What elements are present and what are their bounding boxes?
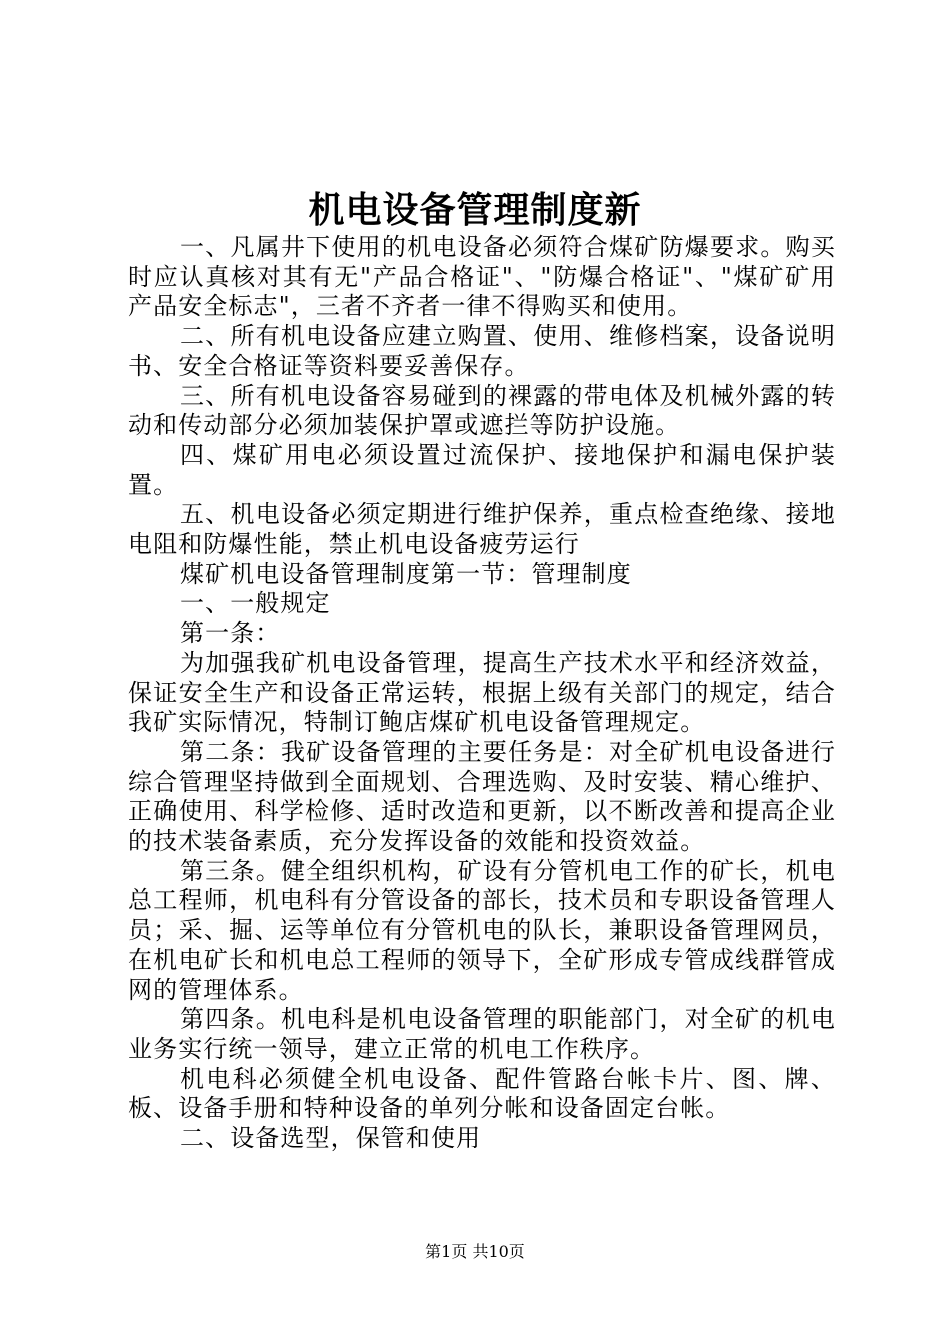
document-title: 机电设备管理制度新 [308, 189, 642, 231]
document-body [128, 233, 836, 1154]
section-heading: 二、设备选型，保管和使用 [180, 1124, 482, 1153]
paragraph: 第二条：我矿设备管理的主要任务是：对全矿机电设备进行综合管理坚持做到全面规划、合理选购、及时安装、精心维护、正确使用、科学检修、适时改造和更新，以不断改善和提高企业的技术装备素质，充分发挥设备的效能和投资效益。 [128, 737, 836, 856]
paragraph: 机电科必须健全机电设备、配件管路台帐卡片、图、牌、板、设备手册和特种设备的单列分帐和设备固定台帐。 [128, 1064, 836, 1123]
paragraph: 二、所有机电设备应建立购置、使用、维修档案，设备说明书、安全合格证等资料要妥善保存。 [128, 322, 836, 380]
paragraph: 三、所有机电设备容易碰到的裸露的带电体及机械外露的转动和传动部分必须加装保护罩或遮拦等防护设施。 [128, 381, 836, 440]
page-footer: 第1页 共10页 [425, 1242, 525, 1261]
article-heading: 第一条： [180, 619, 281, 648]
paragraph: 第三条。健全组织机构，矿设有分管机电工作的矿长，机电总工程师，机电科有分管设备的部长，技术员和专职设备管理人员；采、掘、运等单位有分管机电的队长，兼职设备管理网员，在机电矿长和机电总工程师的领导下，全矿形成专管成线群管成网的管理体系。 [128, 856, 836, 1004]
paragraph: 四、煤矿用电必须设置过流保护、接地保护和漏电保护装置。 [128, 440, 836, 499]
paragraph: 五、机电设备必须定期进行维护保养，重点检查绝缘、接地电阻和防爆性能，禁止机电设备疲劳运行 [128, 500, 836, 559]
paragraph: 为加强我矿机电设备管理，提高生产技术水平和经济效益，保证安全生产和设备正常运转，根据上级有关部门的规定，结合我矿实际情况，特制订鲍店煤矿机电设备管理规定。 [128, 648, 836, 737]
paragraph: 一、凡属井下使用的机电设备必须符合煤矿防爆要求。购买时应认真核对其有无"产品合格证"、"防爆合格证"、"煤矿矿用产品安全标志"，三者不齐者一律不得购买和使用。 [128, 233, 836, 321]
paragraph: 第四条。机电科是机电设备管理的职能部门，对全矿的机电业务实行统一领导，建立正常的机电工作秩序。 [128, 1005, 836, 1063]
section-heading: 煤矿机电设备管理制度第一节：管理制度 [180, 559, 632, 588]
section-heading: 一、一般规定 [180, 589, 331, 618]
